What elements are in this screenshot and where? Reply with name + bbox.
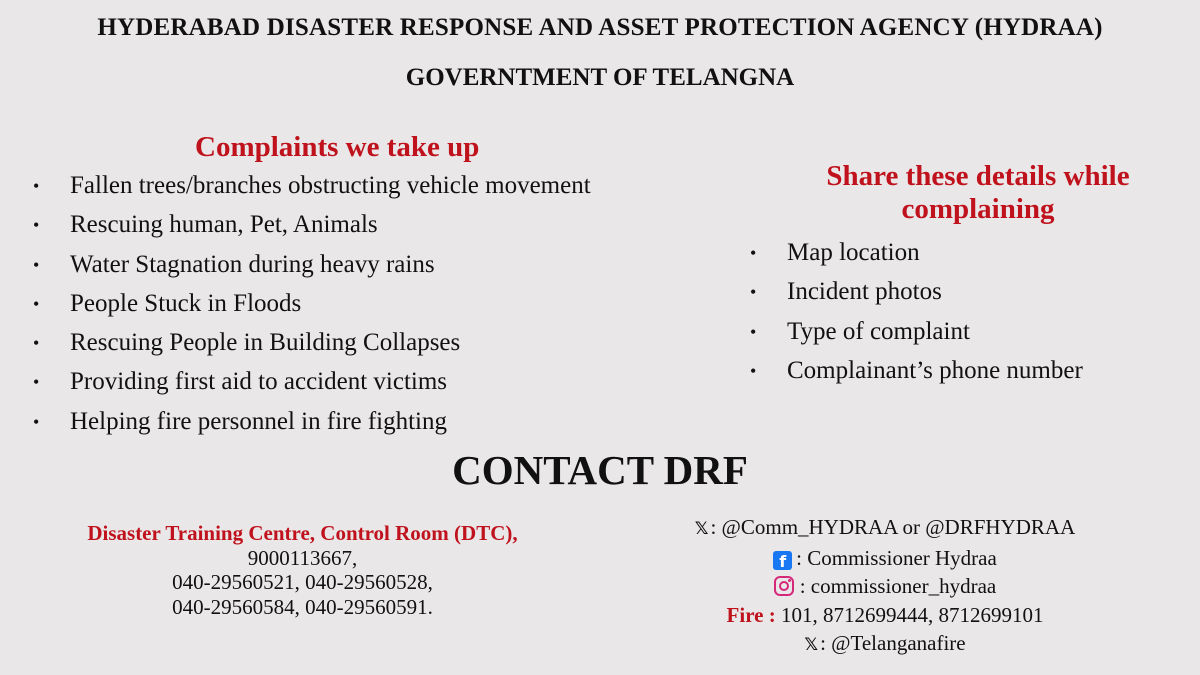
- fire-label: Fire :: [726, 602, 776, 627]
- bullet-icon: •: [750, 321, 757, 342]
- government-title: GOVERNTMENT OF TELANGNA: [405, 64, 795, 91]
- dtc-phone-line: 040-29560584, 040-29560591.: [172, 594, 433, 619]
- x-hydraa-row: [640, 513, 1130, 544]
- list-item: [33, 246, 591, 285]
- complaint-text: Providing first aid to accident victims: [70, 368, 448, 396]
- instagram-row: [640, 572, 1130, 601]
- bullet-icon: •: [33, 215, 40, 236]
- dtc-contact-block: [50, 521, 555, 619]
- list-item: [33, 403, 591, 442]
- fire-row: [640, 601, 1130, 630]
- instagram-handle: : commissioner_hydraa: [799, 574, 997, 598]
- instagram-icon: [774, 576, 794, 596]
- contact-heading: CONTACT DRF: [452, 447, 748, 493]
- dtc-phone-line: 9000113667,: [247, 545, 358, 570]
- bullet-icon: •: [33, 372, 40, 393]
- complaint-text: Rescuing People in Building Collapses: [70, 329, 461, 357]
- list-item: [33, 324, 591, 363]
- list-item: [750, 313, 1083, 352]
- share-details-list: [750, 234, 1083, 391]
- social-contacts-block: [640, 513, 1130, 660]
- complaint-text: Water Stagnation during heavy rains: [70, 250, 435, 278]
- x-logo-icon: 𝕏: [694, 519, 709, 539]
- bullet-icon: •: [33, 411, 40, 432]
- complaint-text: Helping fire personnel in fire fighting: [70, 407, 447, 435]
- facebook-row: [640, 544, 1130, 573]
- list-item: [750, 273, 1083, 312]
- bullet-icon: •: [33, 254, 40, 275]
- x-fire-handle: : @Telanganafire: [820, 631, 966, 655]
- bullet-icon: •: [750, 243, 757, 263]
- bullet-icon: •: [33, 333, 40, 354]
- detail-text: Complainant’s phone number: [787, 356, 1083, 384]
- complaint-text: People Stuck in Floods: [70, 289, 302, 317]
- list-item: [33, 285, 591, 324]
- bullet-icon: •: [750, 282, 757, 303]
- dtc-phone-line: 040-29560521, 040-29560528,: [172, 570, 433, 594]
- fire-numbers: 101, 8712699444, 8712699101: [775, 602, 1044, 627]
- bullet-icon: •: [33, 176, 40, 196]
- list-item: [750, 234, 1083, 273]
- x-fire-row: [640, 629, 1130, 660]
- list-item: [33, 167, 591, 206]
- bullet-icon: •: [750, 360, 757, 381]
- complaints-heading: Complaints we take up: [195, 131, 480, 163]
- x-logo-icon: 𝕏: [804, 635, 819, 655]
- share-heading-line2: complaining: [901, 193, 1055, 225]
- list-item: [33, 363, 591, 402]
- share-details-heading: [778, 160, 1178, 226]
- detail-text: Type of complaint: [787, 317, 970, 345]
- facebook-handle: : Commissioner Hydraa: [796, 545, 997, 570]
- detail-text: Map location: [787, 239, 920, 266]
- list-item: [750, 352, 1083, 391]
- list-item: [33, 206, 591, 245]
- detail-text: Incident photos: [787, 278, 942, 306]
- dtc-title: Disaster Training Centre, Control Room (DTC),: [87, 521, 518, 545]
- agency-title: HYDERABAD DISASTER RESPONSE AND ASSET PROTECTION AGENCY (HYDRAA): [97, 14, 1103, 41]
- facebook-icon: f: [773, 551, 792, 570]
- bullet-icon: •: [33, 293, 40, 314]
- complaints-list: [33, 167, 591, 442]
- complaint-text: Rescuing human, Pet, Animals: [70, 211, 378, 239]
- x-hydraa-handles: : @Comm_HYDRAA or @DRFHYDRAA: [710, 515, 1076, 539]
- share-heading-line1: Share these details while: [826, 160, 1130, 192]
- complaint-text: Fallen trees/branches obstructing vehicle movement: [70, 172, 591, 199]
